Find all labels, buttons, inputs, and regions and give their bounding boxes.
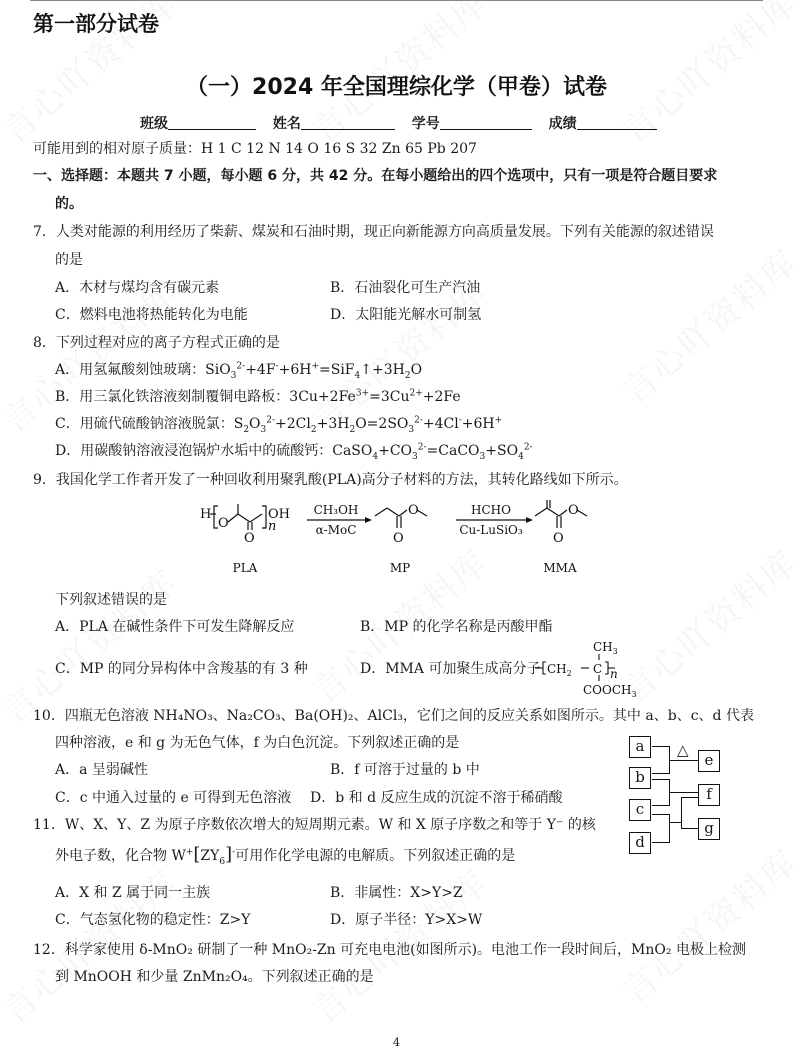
name-label: 姓名 [272,116,301,132]
q7-option-d[interactable]: D．太阳能光解水可制氢 [330,307,482,323]
page-number: 4 [393,1036,400,1049]
box-f: f [698,784,720,806]
svg-text:O: O [218,516,229,531]
q8-option-a[interactable]: A．用氢氟酸刻蚀玻璃：$SiO_3^{2-}+4F^-+6H^+=SiF_4↑+3H_2O$ [55,361,423,381]
q8-a-label: A．用氢氟酸刻蚀玻璃： [55,362,206,378]
q8-d-label: D．用碳酸钠溶液浸泡锅炉水垢中的硫酸钙： [55,443,333,459]
q9-option-d[interactable] [360,659,540,679]
q7-option-c[interactable]: C．燃料电池将热能转化为电能 [55,307,248,323]
q8-c-label: C．用硫代硫酸钠溶液脱氯： [55,416,234,432]
label-pla: PLA [232,561,258,575]
svg-text:O: O [568,503,579,518]
q11-stem: 11．W、X、Y、Z 为原子序数依次增大的短周期元素。W 和 X 原子序数之和等于 Y⁻ 的核 [33,817,596,833]
q9-d-text: D．MMA 可加聚生成高分子 [360,661,541,677]
score-blank[interactable] [577,115,657,130]
svg-text:O: O [408,503,419,518]
q10-option-d[interactable]: D．b 和 d 反应生成的沉淀不溶于稀硝酸 [310,790,563,806]
heat-symbol: △ [677,741,689,759]
q8-option-d[interactable]: D．用碳酸钠溶液浸泡锅炉水垢中的硫酸钙：$CaSO_4+CO_3^{2-}=CaCO_3+SO_4^{2-}$ [55,442,533,462]
svg-text:H: H [200,507,212,522]
student-id-blank[interactable] [440,115,532,130]
reagent-1-bottom: α-MoC [315,523,357,537]
svg-text:n: n [610,667,618,681]
top-rule [30,0,763,1]
box-d: d [629,832,651,854]
svg-text:O: O [244,531,255,546]
q7-stem-cont: 的是 [55,252,83,268]
reagent-2-top: HCHO [471,503,511,517]
exam-title: （一）2024 年全国理综化学（甲卷）试卷 [186,75,607,100]
svg-text:n: n [268,519,277,534]
class-blank[interactable] [168,115,256,130]
section-header: 一、选择题：本题共 7 小题，每小题 6 分，共 42 分。在每小题给出的四个选项中，只有一项是符合题目要求 [33,168,718,184]
reagent-2-bottom: Cu-LuSiO₃ [459,523,523,537]
watermark [610,836,793,1012]
q11-text-pre: 外电子数，化合物 W [55,848,186,864]
q11-option-c[interactable]: C．气态氢化物的稳定性：Z>Y [55,912,251,928]
q11-stem-cont: 外电子数，化合物 $W^+[ZY_6]^-$可用作化学电源的电解质。下列叙述正确的是 [55,844,516,867]
svg-text:COOCH3: $COOCH_3$ [583,683,637,698]
class-label: 班级 [140,116,168,132]
q10-option-c[interactable]: C．c 中通入过量的 e 可得到无色溶液 [55,790,292,806]
q9-sub-stem: 下列叙述错误的是 [55,592,167,608]
q8-stem: 8．下列过程对应的离子方程式正确的是 [33,335,280,351]
reaction-scheme [190,500,610,582]
label-mp: MP [389,561,411,575]
watermark [610,236,793,412]
box-b: b [629,767,651,789]
svg-text:CH3: $CH_3$ [593,640,618,656]
q8-b-label: B．用三氯化铁溶液刻制覆铜电路板： [55,389,290,405]
box-e: e [698,750,720,772]
svg-text:OH: OH [268,507,290,522]
q8-option-c[interactable]: C．用硫代硫酸钠溶液脱氯：$S_2O_3^{2-}+2Cl_2+3H_2O=2SO_3^{2-}+4Cl^-+6H^+$ [55,415,503,435]
q10-option-b[interactable]: B．f 可溶于过量的 b 中 [330,762,480,778]
q9-option-a[interactable]: A．PLA 在碱性条件下可发生降解反应 [55,619,295,635]
box-c: c [629,799,651,821]
q9-stem: 9．我国化学工作者开发了一种回收利用聚乳酸(PLA)高分子材料的方法，其转化路线如下所示。 [33,472,628,488]
student-id-label: 学号 [411,116,440,132]
box-g: g [698,818,720,840]
box-a: a [629,736,651,758]
name-blank[interactable] [301,115,395,130]
reagent-1-top: CH₃OH [313,503,359,517]
svg-text:O: O [553,531,564,546]
student-info-row [140,113,669,133]
svg-text:CH2: $CH_2$ [547,662,572,678]
q11-option-b[interactable]: B．非属性：X>Y>Z [330,885,463,901]
q7-option-a[interactable]: A．木材与煤均含有碳元素 [55,280,220,296]
q9-option-b[interactable]: B．MP 的化学名称是丙酸甲酯 [360,619,553,635]
q11-option-a[interactable]: A．X 和 Z 属于同一主族 [55,885,211,901]
atomic-masses: 可能用到的相对原子质量：H 1 C 12 N 14 O 16 S 32 Zn 65 Pb 207 [33,141,477,157]
q9-option-c[interactable]: C．MP 的同分异构体中含羧基的有 3 种 [55,661,308,677]
part-title: 第一部分试卷 [33,12,159,36]
polymer-structure [535,638,655,698]
q12-stem-cont: 到 MnOOH 和少量 ZnMn₂O₄。下列叙述正确的是 [55,969,374,985]
q11-option-d[interactable]: D．原子半径：Y>X>W [330,912,483,928]
svg-text:O: O [393,531,404,546]
q7-stem: 7．人类对能源的利用经历了柴薪、煤炭和石油时期，现正向新能源方向高质量发展。下列有关能源的叙述错误 [33,224,714,240]
score-label: 成绩 [548,116,577,132]
q12-stem: 12．科学家使用 δ-MnO₂ 研制了一种 MnO₂-Zn 可充电电池(如图所示)。电池工作一段时间后，MnO₂ 电极上检测 [33,942,746,958]
label-mma: MMA [543,561,577,575]
q10-stem-cont: 四种溶液，e 和 g 为无色气体，f 为白色沉淀。下列叙述正确的是 [55,735,460,751]
q10-option-a[interactable]: A．a 呈弱碱性 [55,762,148,778]
q8-option-b[interactable]: B．用三氯化铁溶液刻制覆铜电路板：$3Cu+2Fe^{3+}=3Cu^{2+}+2Fe$ [55,388,461,405]
q11-text-post: 可用作化学电源的电解质。下列叙述正确的是 [235,848,516,864]
q10-stem: 10．四瓶无色溶液 NH₄NO₃、Na₂CO₃、Ba(OH)₂、AlCl₃，它们之间的反应关系如图所示。其中 a、b、c、d 代表 [33,708,754,724]
svg-text:C: C [593,662,603,676]
section-header-cont: 的。 [55,196,83,212]
q7-option-b[interactable]: B．石油裂化可生产汽油 [330,280,481,296]
